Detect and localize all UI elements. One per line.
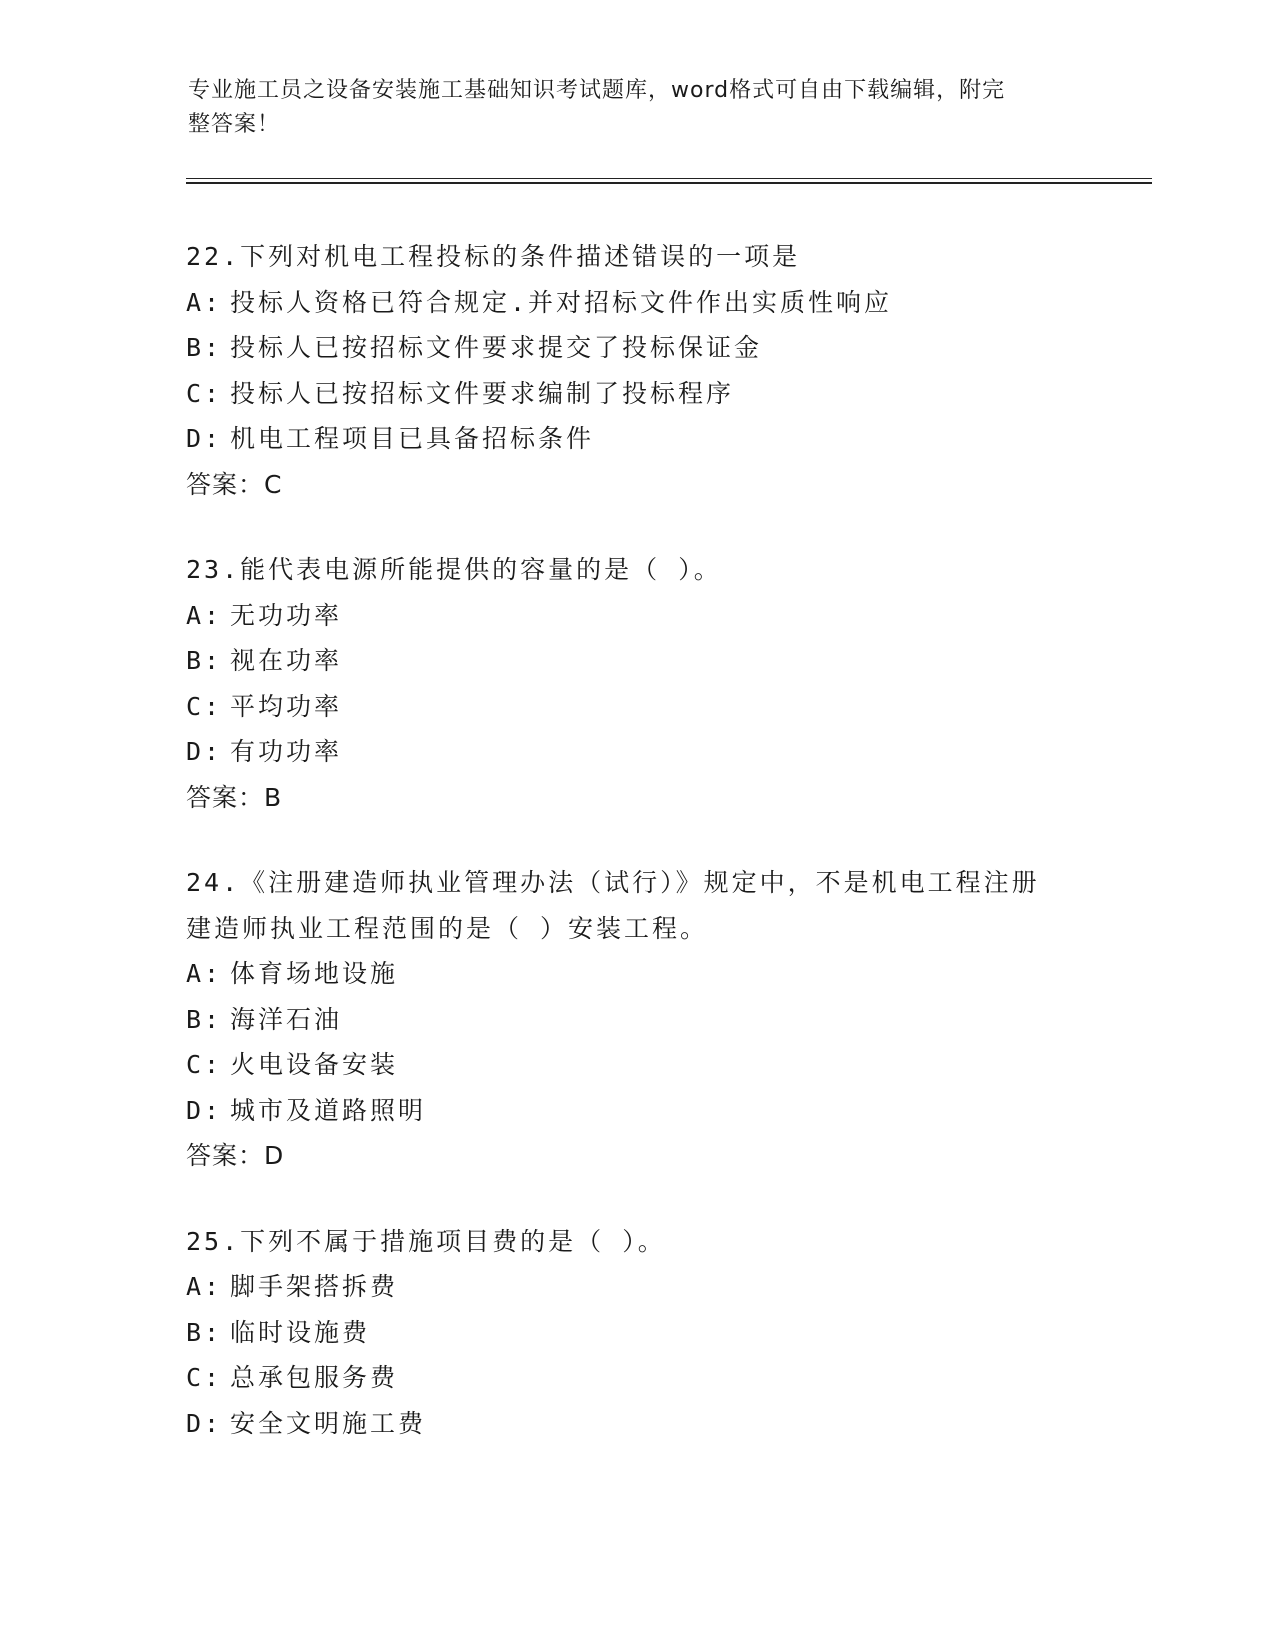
- option-a: [186, 280, 1086, 326]
- answer-label: 答案：B: [186, 782, 283, 812]
- option-text: 视在功率: [230, 646, 343, 675]
- option-b: [186, 997, 1086, 1043]
- option-letter: C:: [186, 1050, 223, 1079]
- header-line-2: 整答案！: [188, 112, 281, 137]
- header-divider-thick: [186, 182, 1152, 184]
- option-b: [186, 325, 1086, 371]
- option-a: [186, 951, 1086, 997]
- option-letter: B:: [186, 1004, 223, 1034]
- option-letter: C:: [186, 691, 223, 721]
- option-text: 无功功率: [230, 600, 343, 630]
- option-text: 总承包服务费: [230, 1363, 399, 1392]
- option-d: [186, 1088, 1086, 1134]
- option-text: 体育场地设施: [230, 959, 399, 988]
- option-d: [186, 1401, 1086, 1447]
- option-b: [186, 1310, 1086, 1356]
- option-text: 有功功率: [230, 737, 343, 766]
- header-divider-thin: [186, 178, 1152, 179]
- option-a: [186, 1264, 1086, 1310]
- option-text: 海洋石油: [230, 1004, 343, 1034]
- header-line-1: 专业施工员之设备安装施工基础知识考试题库，word格式可自由下载编辑，附完: [188, 78, 1006, 103]
- answer-label: 答案：C: [186, 469, 283, 499]
- option-d: [186, 729, 1086, 775]
- option-letter: A:: [186, 1272, 223, 1301]
- option-letter: C:: [186, 1363, 223, 1392]
- option-text: 投标人已按招标文件要求提交了投标保证金: [230, 333, 763, 362]
- question-22: [186, 234, 1086, 507]
- option-c: [186, 1042, 1086, 1088]
- answer-label: 答案：D: [186, 1141, 285, 1170]
- question-stem: 25.下列不属于措施项目费的是（ ）。: [186, 1226, 666, 1256]
- question-25: [186, 1219, 1086, 1447]
- option-letter: D:: [186, 1095, 223, 1125]
- option-text: 临时设施费: [230, 1317, 371, 1347]
- option-a: [186, 593, 1086, 639]
- option-text: 平均功率: [230, 691, 343, 721]
- option-text: 安全文明施工费: [230, 1408, 427, 1438]
- option-text: 投标人已按招标文件要求编制了投标程序: [230, 378, 735, 408]
- option-letter: B:: [186, 333, 223, 362]
- option-letter: D:: [186, 737, 223, 766]
- option-c: [186, 1355, 1086, 1401]
- option-text: 脚手架搭拆费: [230, 1272, 399, 1301]
- option-letter: A:: [186, 287, 223, 317]
- option-letter: B:: [186, 1317, 223, 1347]
- option-text: 城市及道路照明: [230, 1095, 427, 1125]
- option-b: [186, 638, 1086, 684]
- option-letter: C:: [186, 378, 223, 408]
- document-header: [188, 74, 1068, 142]
- option-d: [186, 416, 1086, 462]
- option-letter: A:: [186, 959, 223, 988]
- question-stem: 23.能代表电源所能提供的容量的是（ ）。: [186, 555, 722, 584]
- option-letter: D:: [186, 424, 223, 453]
- question-stem-continued: 建造师执业工程范围的是（ ）安装工程。: [186, 913, 709, 943]
- option-text: 投标人资格已符合规定.并对招标文件作出实质性响应: [230, 287, 893, 317]
- option-c: [186, 684, 1086, 730]
- option-letter: D:: [186, 1408, 223, 1438]
- option-text: 机电工程项目已具备招标条件: [230, 424, 595, 453]
- question-stem: 24.《注册建造师执业管理办法（试行）》规定中，不是机电工程注册: [186, 868, 1040, 897]
- question-24: [186, 860, 1086, 1179]
- option-letter: A:: [186, 600, 223, 630]
- question-23: [186, 547, 1086, 820]
- option-text: 火电设备安装: [230, 1050, 399, 1079]
- question-stem: 22.下列对机电工程投标的条件描述错误的一项是: [186, 242, 801, 271]
- question-list: [186, 234, 1086, 1486]
- option-c: [186, 371, 1086, 417]
- option-letter: B:: [186, 646, 223, 675]
